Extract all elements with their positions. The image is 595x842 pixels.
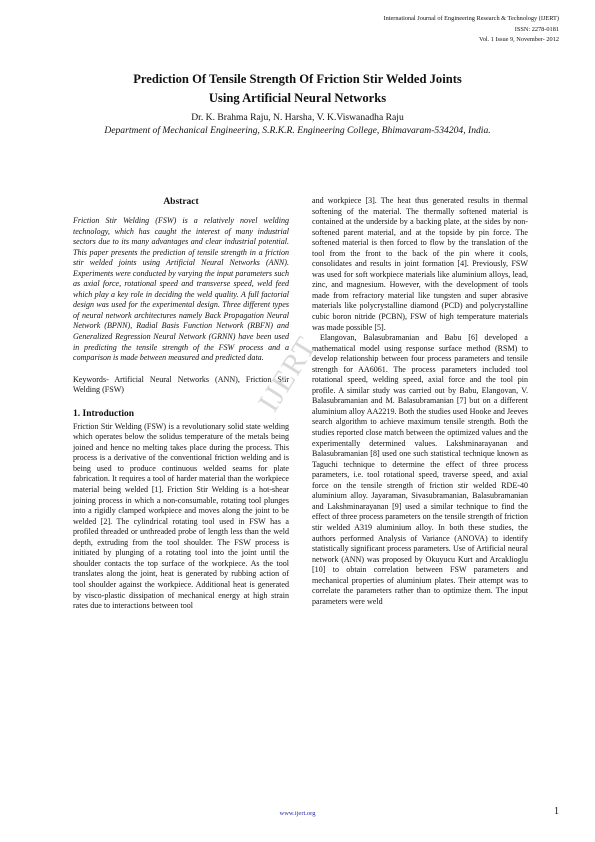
page-number: 1	[554, 806, 559, 817]
abstract-body: Friction Stir Welding (FSW) is a relatively novel welding technology, which has caught the interest of many industrial sectors due to its many advantages and clear industrial potential. This paper presents the prediction of tensile strength in a friction stir welded joints using Artificial Neural Networks (ANN). Experiments were conducted by varying the input parameters such as axial force, rotational speed and transverse speed, weld feed which play a key role in deciding the weld quality. A full factorial design was used for the experimental design. Three different types of neural network architectures namely Back Propagation Neural Network (BPNN), Radial Basis Function Network (RBFN) and Generalized Regression Neural Network (GRNN) have been used in predicting the tensile strength of the FSW process and a comparison is made between measured and predicted data.	[73, 216, 289, 363]
paper-title	[40, 70, 555, 108]
title-line-2: Using Artificial Neural Networks	[208, 91, 387, 105]
affiliation: Department of Mechanical Engineering, S.R.K.R. Engineering College, Bhimavaram-534204, India.	[104, 125, 491, 136]
right-paragraph-2: Elangovan, Balasubramanian and Babu [6] developed a mathematical model using response surface method (RSM) to develop relationship between four process parameters and tensile strength for AA6061. The process parameters included tool rotational speed, welding speed, axial force and the tool pin profile. A similar study was carried out by Babu, Elangovan, V. Balasubramanian and M. Balasubramanian [7] but on a different aluminium alloy AA2219. Both the studies used Hooke and Jeeves search algorithm to achieve maximum tensile strength. Both the studies reported close match between the optimized values and the experimentally determined values. Lakshminarayanan and Balasubramanian [8] used one such statistical technique known as Taguchi technique to determine the effect of three process parameters, i.e. tool rotational speed, traverse speed, and axial force on the tensile strength of friction stir welded RDE-40 aluminium alloy. Jayaraman, Sivasubramanian, Balasubramanian and Lakshminarayanan [9] used a similar technique to find the effect of three process parameters on the tensile strength of friction stir welded A319 aluminium alloy. In both these studies, the authors performed Analysis of Variance (ANOVA) to identify statistically significant process parameters. Use of Artificial neural network (ANN) was proposed by Okuyucu Kurt and Arcaklioglu [10] to obtain correlation between FSW parameters and mechanical properties of aluminium plates. Their attempt was to correlate the parameters rather than to optimize them. The input parameters were weld	[312, 333, 528, 606]
issue-info: Vol. 1 Issue 9, November- 2012	[478, 36, 559, 43]
introduction-heading: 1. Introduction	[73, 408, 135, 419]
title-line-1: Prediction Of Tensile Strength Of Friction Stir Welded Joints	[133, 72, 462, 86]
ijert-watermark: IJERT	[252, 330, 324, 418]
abstract-heading: Abstract	[163, 197, 199, 207]
footer-url-link[interactable]: www.ijert.org	[279, 810, 316, 817]
right-paragraph-1: and workpiece [3]. The heat thus generated results in thermal softening of the material. The thermally softened material is contained at the underside by a backing plate, at the sides by non-softened parent material, and at the topside by pin force. The softened material is then forced to flow by the translation of the tool from the front to the back of the pin where it cools, consolidates and results in joint formation [4]. Previously, FSW was used for soft workpiece materials like aluminium alloys, lead, zinc, and magnesium. However, with the development of tools made from refractory material like tungsten and super abrasive materials like polycrystalline diamond (PCD) and polycrystalline cubic boron nitride (PCBN), FSW of high temperature materials was made possible [5].	[312, 196, 528, 332]
authors: Dr. K. Brahma Raju, N. Harsha, V. K.Viswanadha Raju	[191, 112, 404, 123]
journal-header	[384, 14, 560, 46]
left-column	[73, 196, 289, 612]
issn: ISSN: 2278-0181	[514, 25, 559, 33]
keywords: Keywords- Artificial Neural Networks (ANN), Friction Stir Welding (FSW)	[73, 374, 289, 395]
right-column	[312, 196, 528, 607]
journal-name: International Journal of Engineering Research & Technology (IJERT)	[383, 15, 559, 22]
introduction-paragraph: Friction Stir Welding (FSW) is a revolutionary solid state welding which operates below the solidus temperature of the metals being joined and hence no melting takes place during the process. This process is a derivative of the conventional friction welding and is being used to produce continuous welded seams for plate fabrication. It requires a tool of harder material than the workpiece material being welded [1]. Friction Stir Welding is a hot-shear joining process in which a non-consumable, rotating tool plunges into a rigidly clamped workpiece and moves along the joint to be welded [2]. The cylindrical rotating tool used in FSW has a profiled threaded or unthreaded probe of length less than the weld depth, extruding from the tool shoulder. The FSW process is initiated by plunging of a rotating tool into the joint until the shoulder contacts the top surface of the workpiece. As the tool translates along the joint, heat is generated by rubbing action of tool shoulder against the workpiece. Additional heat is generated by visco-plastic dissipation of mechanical energy at high strain rates due to interactions between tool	[73, 421, 289, 611]
